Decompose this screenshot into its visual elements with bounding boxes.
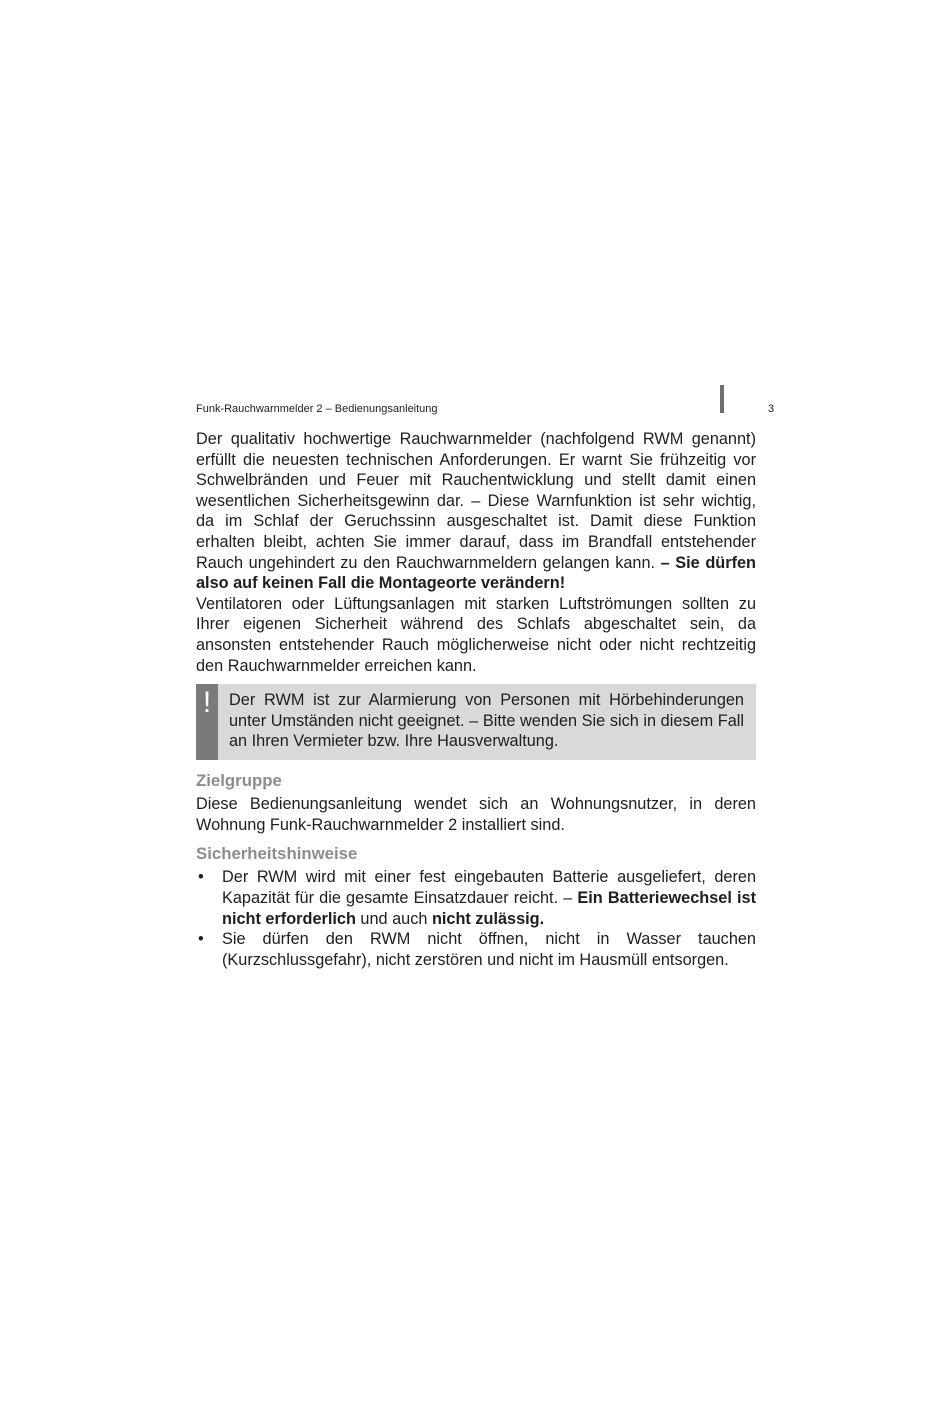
safety-item-1-bold-b: nicht zulässig. (431, 909, 545, 928)
document-title: Funk-Rauchwarnmelder 2 – Bedienungsanleitung (196, 403, 438, 415)
intro-text-2: Ventilatoren oder Lüftungsanlagen mit starken Luftströmungen sollten zu Ihrer eigenen Sicherheit während des Schlafs abgeschaltet sein, da ansonsten entstehender Rauch möglicherweise nicht oder nicht rechtzeitig den Rauchwarnmelder erreichen kann. (196, 594, 756, 675)
running-header (196, 402, 776, 422)
section-marker (720, 385, 724, 413)
list-item (196, 867, 756, 929)
intro-paragraph (196, 429, 756, 676)
notice-text: Der RWM ist zur Alarmierung von Personen mit Hörbehinderungen unter Umständen nicht geeignet. – Bitte wenden Sie sich in diesem Fall an Ihren Vermieter bzw. Ihre Hausverwaltung. (229, 691, 744, 751)
bullet-icon: • (198, 930, 204, 949)
target-group-text: Diese Bedienungsanleitung wendet sich an Wohnungsnutzer, in deren Wohnung Funk-Rauchwarnmelder 2 installiert sind. (196, 795, 756, 834)
page-content (196, 429, 756, 970)
safety-item-1-text-a: Der RWM wird mit einer fest eingebauten Batterie ausgeliefert, deren Kapazität für die gesamte Einsatzdauer reicht. – (222, 868, 756, 907)
intro-bold-warning: – Sie dürfen also auf keinen Fall die Montageorte verändern! (196, 553, 756, 593)
safety-item-1-text-b: und auch (355, 909, 432, 928)
heading-target-group: Zielgruppe (196, 771, 282, 791)
safety-item-2-text: Sie dürfen den RWM nicht öffnen, nicht in Wasser tauchen (Kurzschlussgefahr), nicht zerstören und nicht im Hausmüll entsorgen. (222, 930, 756, 969)
page-number: 3 (768, 403, 775, 415)
list-item (196, 929, 756, 970)
exclamation-icon: ! (196, 684, 218, 760)
safety-list (196, 867, 756, 970)
safety-item-1-bold-a: Ein Batteriewechsel ist nicht erforderlich (222, 888, 756, 928)
heading-safety: Sicherheitshinweise (196, 844, 358, 864)
warning-notice-box (196, 684, 756, 760)
intro-text-1: Der qualitativ hochwertige Rauchwarnmelder (nachfolgend RWM genannt) erfüllt die neuesten technischen Anforderungen. Er warnt Sie frühzeitig vor Schwelbränden und Feuer mit Rauchentwicklung und stellt damit einen wesentlichen Sicherheitsgewinn dar. – Diese Warnfunktion ist sehr wichtig, da im Schlaf der Geruchssinn ausgeschaltet ist. Damit diese Funktion erhalten bleibt, achten Sie immer darauf, dass im Brandfall entstehender Rauch ungehindert zu den Rauchwarnmeldern gelangen kann. (196, 430, 756, 572)
bullet-icon: • (198, 868, 204, 887)
